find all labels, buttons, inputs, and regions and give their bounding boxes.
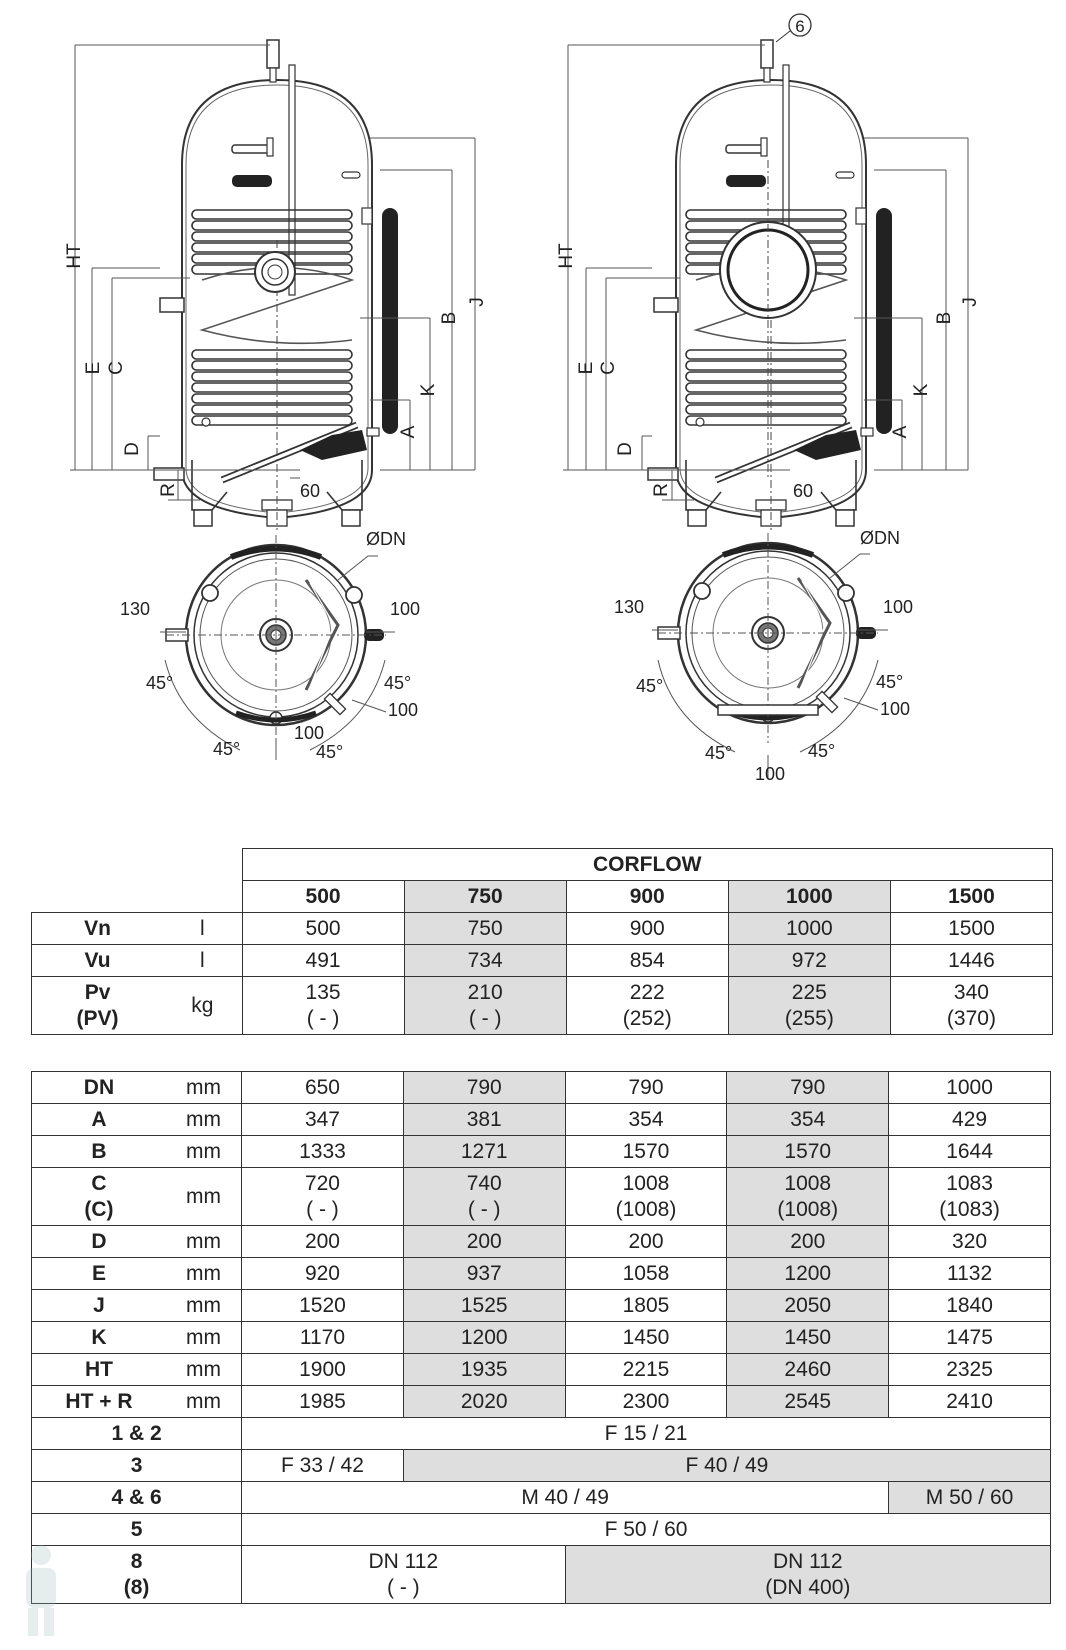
top-45-left-label: 45° (636, 676, 664, 696)
cell: F 33 / 42 (242, 1450, 404, 1482)
cell: 2325 (889, 1354, 1051, 1386)
dim-e-label: E (576, 361, 597, 375)
cell: 347 (242, 1104, 404, 1136)
cell: 1200 (727, 1258, 889, 1290)
top-45-right-label: 45° (876, 672, 904, 692)
cell: 2020 (403, 1386, 565, 1418)
cell: 200 (565, 1226, 727, 1258)
cell: 1500 (890, 913, 1052, 945)
table-row (32, 945, 1053, 977)
row-label (32, 1168, 166, 1226)
row-unit: mm (166, 1386, 242, 1418)
top-100-right-label: 100 (883, 597, 914, 617)
row-label-line1: C (91, 1171, 107, 1195)
model-header: 750 (404, 881, 566, 913)
cell: 734 (404, 945, 566, 977)
dim-60-label: 60 (299, 481, 321, 501)
row-label: 4 & 6 (32, 1482, 242, 1514)
cell-line1: 222 (629, 980, 665, 1004)
cell: 1520 (242, 1290, 404, 1322)
cell: 1935 (403, 1354, 565, 1386)
cell: 1525 (403, 1290, 565, 1322)
cell-line2: ( - ) (468, 1006, 502, 1030)
row-label: K (32, 1322, 166, 1354)
table-row (32, 977, 1053, 1035)
cell: F 40 / 49 (403, 1450, 1050, 1482)
cell: 920 (242, 1258, 404, 1290)
cell: 354 (727, 1104, 889, 1136)
row-unit: mm (166, 1290, 242, 1322)
table-title: CORFLOW (242, 849, 1053, 881)
dim-k-label: K (911, 383, 932, 397)
cell: 1000 (889, 1072, 1051, 1104)
top-130-label: 130 (120, 599, 151, 619)
watermark-figure (6, 1540, 76, 1640)
cell-line1: 135 (305, 980, 341, 1004)
cell: 750 (404, 913, 566, 945)
cell: 1570 (565, 1136, 727, 1168)
cell: 1805 (565, 1290, 727, 1322)
row-unit: mm (166, 1168, 242, 1226)
dim-r-label: R (651, 483, 672, 497)
cell: 1200 (403, 1322, 565, 1354)
dim-j-label: J (960, 297, 981, 307)
cell-line2: (1083) (939, 1197, 1000, 1221)
model-header: 1500 (890, 881, 1052, 913)
row-label: Vn (32, 913, 164, 945)
top-100-right-label: 100 (390, 599, 421, 619)
cell: 200 (727, 1226, 889, 1258)
row-unit: mm (166, 1258, 242, 1290)
row-unit: kg (163, 977, 242, 1035)
cell: 1840 (889, 1290, 1051, 1322)
dim-ht-label: HT (556, 243, 577, 269)
cell: 972 (728, 945, 890, 977)
dim-60-label: 60 (792, 481, 814, 501)
cell: F 15 / 21 (242, 1418, 1051, 1450)
cell: 1644 (889, 1136, 1051, 1168)
dim-b-label: B (934, 311, 955, 325)
cell: 200 (403, 1226, 565, 1258)
row-label: D (32, 1226, 166, 1258)
table-row (32, 1418, 1051, 1450)
top-45-right-label: 45° (384, 673, 412, 693)
dim-c-label: C (598, 361, 619, 375)
cell-line2: (252) (622, 1006, 672, 1030)
capacity-table (31, 848, 1053, 1035)
cell: 2215 (565, 1354, 727, 1386)
cell-line2: ( - ) (306, 1197, 339, 1221)
table-row (32, 1258, 1051, 1290)
table-row (32, 1226, 1051, 1258)
cell: M 50 / 60 (889, 1482, 1051, 1514)
table-row (32, 1136, 1051, 1168)
row-label: A (32, 1104, 166, 1136)
dim-j-label: J (467, 297, 488, 307)
cell: F 50 / 60 (242, 1514, 1051, 1546)
cell: 1058 (565, 1258, 727, 1290)
cell-line1: 1008 (622, 1171, 670, 1195)
dim-e-label: E (83, 361, 104, 375)
cell: 429 (889, 1104, 1051, 1136)
cell: 1900 (242, 1354, 404, 1386)
cell-line1: DN 112 (368, 1549, 439, 1573)
table-row (32, 1450, 1051, 1482)
cell: 2300 (565, 1386, 727, 1418)
cell (728, 977, 890, 1035)
cell (403, 1168, 565, 1226)
row-label: B (32, 1136, 166, 1168)
row-label-line2: (PV) (76, 1006, 119, 1030)
front-view-right (556, 14, 981, 530)
cell: 790 (727, 1072, 889, 1104)
row-unit: mm (166, 1322, 242, 1354)
row-label: 1 & 2 (32, 1418, 242, 1450)
table-row (32, 1290, 1051, 1322)
cell: 320 (889, 1226, 1051, 1258)
cell (242, 977, 404, 1035)
cell-line2: (255) (784, 1006, 834, 1030)
cell-line2: (1008) (615, 1197, 677, 1221)
cell: 900 (566, 913, 728, 945)
cell: 1446 (890, 945, 1052, 977)
cell: 491 (242, 945, 404, 977)
row-unit: l (163, 945, 242, 977)
cell: 2050 (727, 1290, 889, 1322)
top-100-side-label: 100 (880, 699, 911, 719)
model-header: 500 (242, 881, 404, 913)
cell-line2: ( - ) (467, 1197, 501, 1221)
row-label: HT + R (32, 1386, 166, 1418)
cell: 1271 (403, 1136, 565, 1168)
row-label-line2: (8) (123, 1575, 150, 1599)
cell: 790 (565, 1072, 727, 1104)
cell: 937 (403, 1258, 565, 1290)
cell-line2: (370) (946, 1006, 996, 1030)
cell-line1: 340 (953, 980, 989, 1004)
table-row (32, 1354, 1051, 1386)
row-label-line1: 8 (130, 1549, 143, 1573)
cell: M 40 / 49 (242, 1482, 889, 1514)
row-label: 3 (32, 1450, 242, 1482)
dim-k-label: K (418, 383, 439, 397)
front-view-left (64, 40, 488, 530)
row-unit: l (163, 913, 242, 945)
top-100-bottom-label: 100 (294, 723, 325, 743)
cell (242, 1168, 404, 1226)
dim-a-label: A (398, 425, 419, 439)
cell: 2545 (727, 1386, 889, 1418)
row-label: DN (32, 1072, 166, 1104)
table-row (32, 1322, 1051, 1354)
top-100-side-label: 100 (388, 700, 419, 720)
row-label: J (32, 1290, 166, 1322)
dim-a-label: A (890, 425, 911, 439)
cell: 2460 (727, 1354, 889, 1386)
cell: 500 (242, 913, 404, 945)
cell: 200 (242, 1226, 404, 1258)
dim-r-label: R (158, 483, 179, 497)
table-row (32, 1546, 1051, 1604)
cell-line1: 1083 (946, 1171, 993, 1195)
dim-ht-label: HT (64, 243, 85, 269)
row-label: HT (32, 1354, 166, 1386)
model-header: 900 (566, 881, 728, 913)
dimensions-table (31, 1071, 1051, 1604)
cell (565, 1168, 727, 1226)
cell: 1333 (242, 1136, 404, 1168)
cell-line1: 1008 (784, 1171, 832, 1195)
top-view-right (614, 528, 913, 784)
top-45-bl-label: 45° (213, 739, 241, 759)
dim-d-label: D (122, 442, 143, 456)
row-unit: mm (166, 1136, 242, 1168)
cell (242, 1546, 566, 1604)
cell (566, 977, 728, 1035)
cell (565, 1546, 1050, 1604)
cell: 1985 (242, 1386, 404, 1418)
cell: 2410 (889, 1386, 1051, 1418)
dim-d-label: D (615, 442, 636, 456)
cell: 354 (565, 1104, 727, 1136)
cell (890, 977, 1052, 1035)
table-row (32, 1072, 1051, 1104)
row-unit: mm (166, 1072, 242, 1104)
table-row (32, 1482, 1051, 1514)
dim-c-label: C (106, 361, 127, 375)
top-130-label: 130 (614, 597, 645, 617)
dim-b-label: B (439, 311, 460, 325)
callout-6-label: 6 (795, 17, 805, 36)
row-label: E (32, 1258, 166, 1290)
row-label: Vu (32, 945, 164, 977)
top-100-bottom-label: 100 (755, 764, 786, 784)
top-45-left-label: 45° (146, 673, 174, 693)
cell-line1: 210 (467, 980, 503, 1004)
cell: 1570 (727, 1136, 889, 1168)
cell-line1: 740 (466, 1171, 502, 1195)
cell-line2: (DN 400) (765, 1575, 851, 1599)
cell: 1450 (565, 1322, 727, 1354)
cell: 1450 (727, 1322, 889, 1354)
top-45-br-label: 45° (808, 741, 836, 761)
row-unit: mm (166, 1226, 242, 1258)
cell: 1475 (889, 1322, 1051, 1354)
cell: 854 (566, 945, 728, 977)
top-dn-label: ØDN (366, 529, 406, 549)
cell: 790 (403, 1072, 565, 1104)
table-row (32, 1104, 1051, 1136)
cell: 1000 (728, 913, 890, 945)
cell: 1132 (889, 1258, 1051, 1290)
top-dn-label: ØDN (860, 528, 900, 548)
cell-line1: DN 112 (772, 1549, 843, 1573)
row-label-line2: (C) (84, 1197, 114, 1221)
cell (404, 977, 566, 1035)
table-row (32, 913, 1053, 945)
cell-line1: 720 (304, 1171, 340, 1195)
top-45-br-label: 45° (316, 742, 344, 762)
row-unit: mm (166, 1354, 242, 1386)
cell-line2: ( - ) (387, 1575, 420, 1599)
cell-line2: ( - ) (306, 1006, 340, 1030)
row-label (32, 977, 164, 1035)
cell-line1: 225 (791, 980, 827, 1004)
cell-line2: (1008) (777, 1197, 839, 1221)
cell (889, 1168, 1051, 1226)
cell: 650 (242, 1072, 404, 1104)
row-label: 5 (32, 1514, 242, 1546)
row-label-line1: Pv (84, 980, 111, 1004)
row-unit: mm (166, 1104, 242, 1136)
model-header: 1000 (728, 881, 890, 913)
table-row (32, 1386, 1051, 1418)
table-row (32, 1168, 1051, 1226)
cell: 1170 (242, 1322, 404, 1354)
top-view-left (120, 529, 420, 762)
top-45-bl-label: 45° (705, 743, 733, 763)
table-row (32, 1514, 1051, 1546)
cell (727, 1168, 889, 1226)
cell: 381 (403, 1104, 565, 1136)
